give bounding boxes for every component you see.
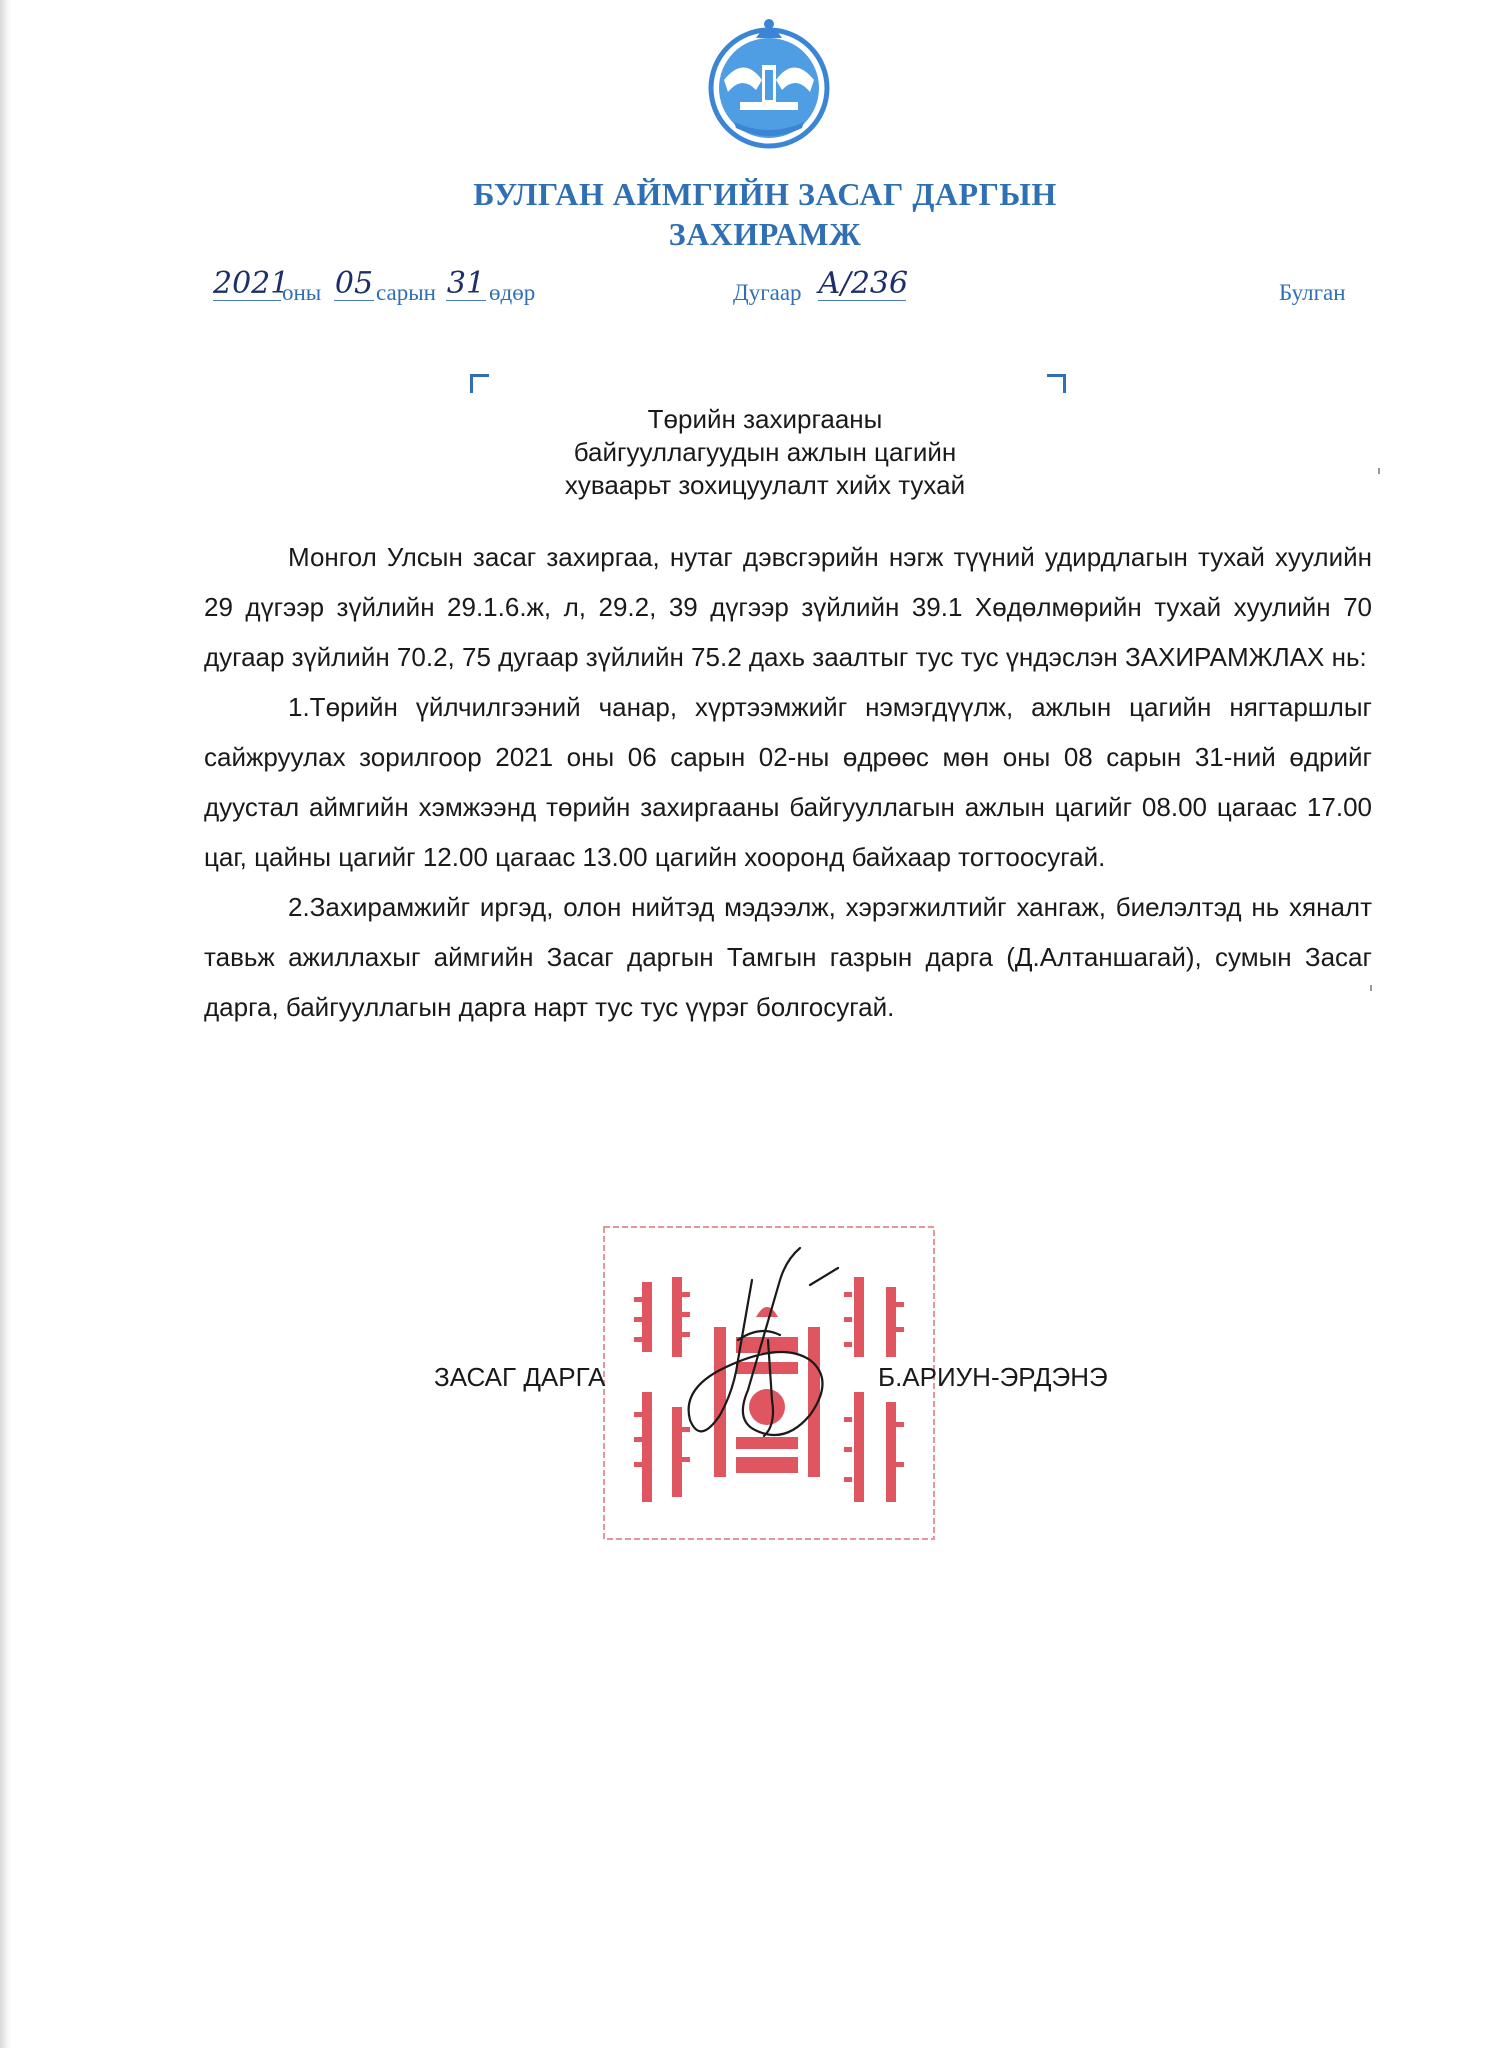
subject-line-3: хуваарьт зохицуулалт хийх тухай (564, 470, 966, 500)
scan-speck (1378, 468, 1380, 474)
body-item-1: 1.Төрийн үйлчилгээний чанар, хүртээмжийг нэмэгдүүлж, ажлын цагийн нягтаршлыг сайжруулах зорилгоор 2021 оны 06 сарын 02-ны өдрөөс мөн оны 08 сарын 31-ний өдрийг дуустал аймгийн хэмжээнд төрийн захиргааны байгууллагын ажлын цагийг 08.00 цагаас 17.00 цаг, цайны цагийг 12.00 цагаас 13.00 цагийн хооронд байхаар тогтоосугай. (204, 692, 1372, 872)
date-month-suffix: сарын (376, 280, 436, 305)
date-day: 31 (446, 266, 486, 301)
subject-bracket-right (1047, 374, 1066, 393)
document-subject (0, 403, 1489, 502)
header-organization: БУЛГАН АЙМГИЙН ЗАСАГ ДАРГЫН (473, 176, 1057, 212)
number-label: Дугаар (733, 280, 802, 305)
date-month: 05 (334, 266, 374, 301)
body-item-2: 2.Захирамжийг иргэд, олон нийтэд мэдээлж, хэрэгжилтийг хангаж, биелэлтэд нь хяналт тавьж ажиллахыг аймгийн Засаг даргын Тамгын газрын дарга (Д.Алтаншагай), сумын Засаг дарга, байгууллагын дарга нарт тус тус үүрэг болгосугай. (204, 892, 1372, 1022)
header-document-type: ЗАХИРАМЖ (668, 216, 862, 252)
document-meta-line (0, 268, 1489, 318)
date-year-suffix: оны (282, 280, 322, 305)
signatory-name: Б.АРИУН-ЭРДЭНЭ (878, 1362, 1108, 1392)
body-preamble: Монгол Улсын засаг захиргаа, нутаг дэвсгэрийн нэгж түүний удирдлагын тухай хуулийн 29 дүгээр зүйлийн 29.1.6.ж, л, 29.2, 39 дүгээр зүйлийн 39.1 Хөдөлмөрийн тухай хуулийн 70 дугаар зүйлийн 70.2, 75 дугаар зүйлийн 75.2 дахь заалтыг тус тус үндэслэн ЗАХИРАМЖЛАХ нь: (204, 542, 1372, 672)
date-day-suffix: өдөр (489, 280, 536, 305)
place-name: Булган (1279, 280, 1346, 305)
document-number: А/236 (818, 266, 909, 301)
scan-speck (1370, 985, 1372, 991)
subject-line-2: байгууллагуудын ажлын цагийн (573, 437, 957, 467)
date-year: 2021 (213, 266, 290, 301)
state-emblem-icon (704, 10, 834, 150)
subject-bracket-left (470, 374, 489, 393)
subject-line-1: Төрийн захиргааны (647, 404, 883, 434)
signatory-title: ЗАСАГ ДАРГА (434, 1362, 606, 1392)
handwritten-signature (660, 1240, 850, 1470)
document-body (204, 532, 1372, 1032)
